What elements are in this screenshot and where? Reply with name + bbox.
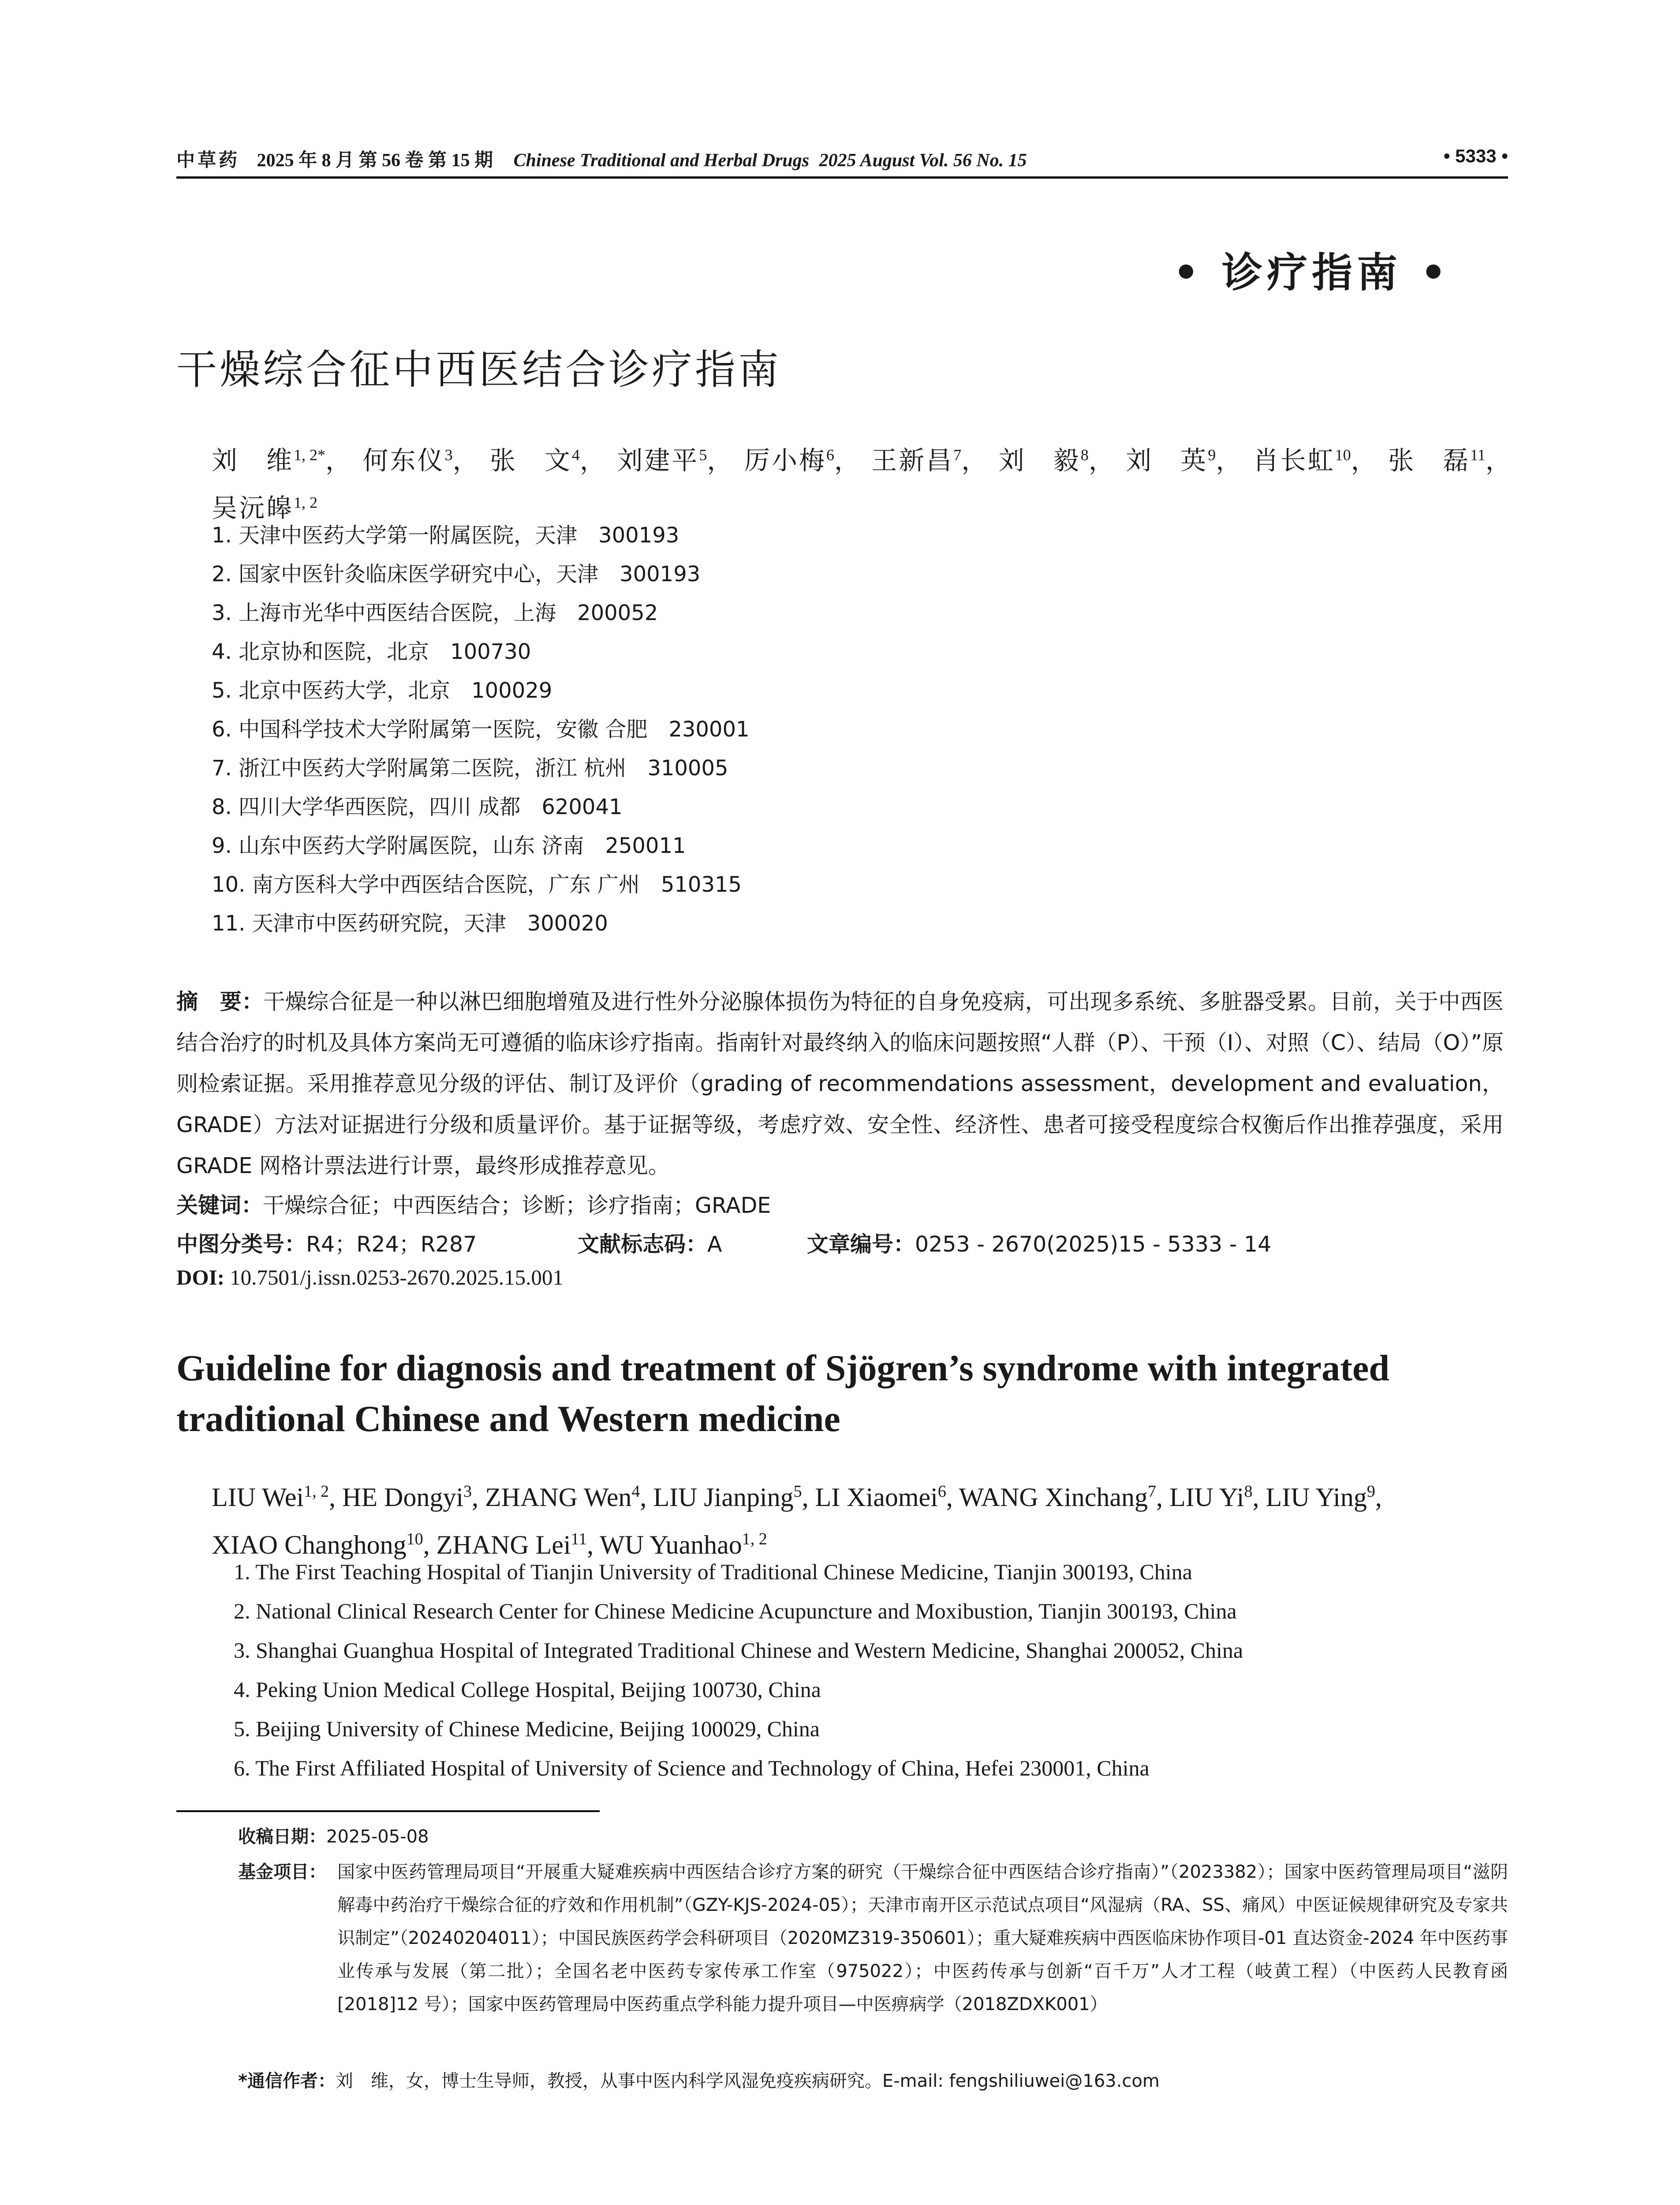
title-en: Guideline for diagnosis and treatment of Sjögren’s syndrome with integrated traditional Chinese and Western medicine: [176, 1348, 1390, 1439]
author-en: LIU Wei$^{1, 2}$: [212, 1482, 329, 1512]
journal-brand: 中草药: [176, 149, 240, 171]
title-cn: 干燥综合征中西医结合诊疗指南: [176, 346, 782, 393]
corresponding-author: *通信作者：刘 维，女，博士生导师，教授，从事中医内科学风湿免疫疾病研究。E-mail: fengshiliuwei@163.com: [238, 2071, 1160, 2091]
author-cn: 厉小梅$^6$: [744, 445, 834, 476]
funding-text: 国家中医药管理局项目“开展重大疑难疾病中西医结合诊疗方案的研究（干燥综合征中西医结合诊疗指南）”（2023382）；国家中医药管理局项目“滋阴解毒中药治疗干燥综合征的疗效和作用机制”（GZY-KJS-2024-05）；天津市南开区示范试点项目“风湿病（RA、SS、痛风）中医证候规律研究及专家共识制定”（20240204011）；中国民族医药学会科研项目（2020MZ319-350601）；重大疑难疾病中西医临床协作项目-01 直达资金-2024 年中医药事业传承与发展（第二批）；全国名老中医药专家传承工作室（975022）；中医药传承与创新“百千万”人才工程（岐黄工程）（中医药人民教育函[2018]12 号）；国家中医药管理局中医药重点学科能力提升项目—中医痹病学（2018ZDXK001）: [337, 1862, 1508, 2014]
article-no-field: 文章编号：0253 - 2670(2025)15 - 5333 - 14: [807, 1232, 1272, 1257]
author-cn: 张 文$^4$: [489, 445, 580, 476]
authors-cn: 刘 维$^{1, 2*}$， 何东仪$^3$， 张 文$^4$， 刘建平$^5$， 厉小梅$^6$， 王新昌$^7$， 刘 毅$^8$， 刘 英$^9$， 肖长虹$^{10}$， 张 磊$^{11}$， 吴沅皞$^{1, 2}$: [212, 445, 1513, 523]
keywords: [176, 1188, 771, 1219]
affiliation-en: 1. The First Teaching Hospital of Tianjin University of Traditional Chinese Medicine, Tianjin 300193, China: [234, 1559, 1192, 1584]
journal-name-en: Chinese Traditional and Herbal Drugs: [513, 150, 810, 171]
author-en: HE Dongyi$^3$: [342, 1482, 472, 1512]
column-label: • 诊疗指南 •: [1173, 249, 1451, 296]
author-cn: 张 磊$^{11}$: [1388, 445, 1486, 476]
author-cn: 何东仪$^3$: [362, 445, 453, 476]
author-cn: 刘 英$^9$: [1126, 445, 1216, 476]
doi-label: DOI:: [176, 1265, 224, 1289]
header-rule: [176, 176, 1508, 179]
author-en: ZHANG Lei$^{11}$: [436, 1530, 587, 1559]
issue-en: 2025 August Vol. 56 No. 15: [819, 150, 1027, 171]
affiliation-en: 4. Peking Union Medical College Hospital, Beijing 100730, China: [234, 1677, 821, 1702]
authors-en: LIU Wei$^{1, 2}$, HE Dongyi$^3$, ZHANG Wen$^4$, LIU Jianping$^5$, LI Xiaomei$^6$, WANG Xinchang$^7$, LIU Yi$^8$, LIU Ying$^9$, XIAO Changhong$^{10}$, ZHANG Lei$^{11}$, WU Yuanhao$^{1, 2}$: [212, 1482, 1382, 1559]
affiliation-cn: 3. 上海市光华中西医结合医院，上海 200052: [212, 601, 658, 625]
affiliation-cn: 2. 国家中医针灸临床医学研究中心，天津 300193: [212, 562, 701, 587]
affiliation-en: 3. Shanghai Guanghua Hospital of Integrated Traditional Chinese and Western Medicine, Shanghai 200052, China: [234, 1638, 1243, 1663]
author-en: LIU Ying$^9$: [1266, 1482, 1375, 1512]
received-date: 收稿日期：2025-05-08: [238, 1827, 429, 1847]
author-en: WANG Xinchang$^7$: [959, 1482, 1157, 1512]
affiliation-cn: 8. 四川大学华西医院，四川 成都 620041: [212, 795, 623, 819]
affiliation-cn: 7. 浙江中医药大学附属第二医院，浙江 杭州 310005: [212, 756, 728, 781]
author-en: WU Yuanhao$^{1, 2}$: [600, 1530, 767, 1559]
doi-link[interactable]: 10.7501/j.issn.0253-2670.2025.15.001: [230, 1265, 564, 1289]
author-cn: 刘建平$^5$: [617, 445, 707, 476]
issue-cn: 2025 年 8 月 第 56 卷 第 15 期: [257, 150, 493, 171]
clc-field: 中图分类号：R4；R24；R287: [176, 1232, 477, 1257]
affiliation-cn: 9. 山东中医药大学附属医院，山东 济南 250011: [212, 833, 686, 858]
author-cn: 王新昌$^7$: [871, 445, 962, 476]
running-header: [176, 146, 1508, 176]
affiliation-cn: 1. 天津中医药大学第一附属医院，天津 300193: [212, 523, 679, 548]
author-cn: 刘 维$^{1, 2*}$: [212, 445, 326, 476]
affiliation-cn: 4. 北京协和医院，北京 100730: [212, 639, 531, 664]
affiliation-en: 2. National Clinical Research Center for Chinese Medicine Acupuncture and Moxibustion, Tianjin 300193, China: [234, 1599, 1237, 1623]
page-number: • 5333 •: [1443, 146, 1508, 166]
author-en: XIAO Changhong$^{10}$: [212, 1530, 423, 1559]
author-en: LI Xiaomei$^6$: [815, 1482, 946, 1512]
affiliation-en: 6. The First Affiliated Hospital of University of Science and Technology of China, Hefei 230001, China: [234, 1756, 1150, 1780]
author-en: LIU Jianping$^5$: [653, 1482, 802, 1512]
keywords-text: 干燥综合征；中西医结合；诊断；诊疗指南；GRADE: [263, 1193, 771, 1218]
author-cn: 吴沅皞$^{1, 2}$: [212, 493, 318, 523]
author-cn: 刘 毅$^8$: [998, 445, 1089, 476]
abstract-label: 摘 要：: [176, 989, 264, 1014]
affiliation-cn: 5. 北京中医药大学，北京 100029: [212, 678, 553, 703]
keywords-label: 关键词：: [176, 1193, 263, 1218]
author-cn: 肖长虹$^{10}$: [1253, 445, 1351, 476]
funding-note: [238, 1856, 1508, 2021]
classification-line: [176, 1227, 1499, 1258]
affiliation-cn: 11. 天津市中医药研究院，天津 300020: [212, 911, 608, 936]
abstract-text: 干燥综合征是一种以淋巴细胞增殖及进行性外分泌腺体损伤为特征的自身免疫病，可出现多系统、多脏器受累。目前，关于中西医结合治疗的时机及具体方案尚无可遵循的临床诊疗指南。指南针对最终纳入的临床问题按照“人群（P）、干预（I）、对照（C）、结局（O）”原则检索证据。采用推荐意见分级的评估、制订及评价（grading of recommendations assessment，development and evaluation，GRADE）方法对证据进行分级和质量评价。基于证据等级，考虑疗效、安全性、经济性、患者可接受程度综合权衡后作出推荐强度，采用 GRADE 网格计票法进行计票，最终形成推荐意见。: [176, 989, 1504, 1178]
doc-code-field: 文献标志码：A: [578, 1232, 722, 1257]
affiliation-cn: 10. 南方医科大学中西医结合医院，广东 广州 510315: [212, 872, 742, 897]
footnote-rule: [176, 1810, 600, 1812]
affiliation-en: 5. Beijing University of Chinese Medicine, Beijing 100029, China: [234, 1716, 820, 1741]
funding-label: 基金项目：: [238, 1862, 326, 1882]
author-en: ZHANG Wen$^4$: [485, 1482, 640, 1512]
abstract: [176, 981, 1504, 1186]
affiliation-cn: 6. 中国科学技术大学附属第一医院，安徽 合肥 230001: [212, 717, 750, 742]
doi-line: [176, 1265, 564, 1290]
author-en: LIU Yi$^8$: [1169, 1482, 1253, 1512]
